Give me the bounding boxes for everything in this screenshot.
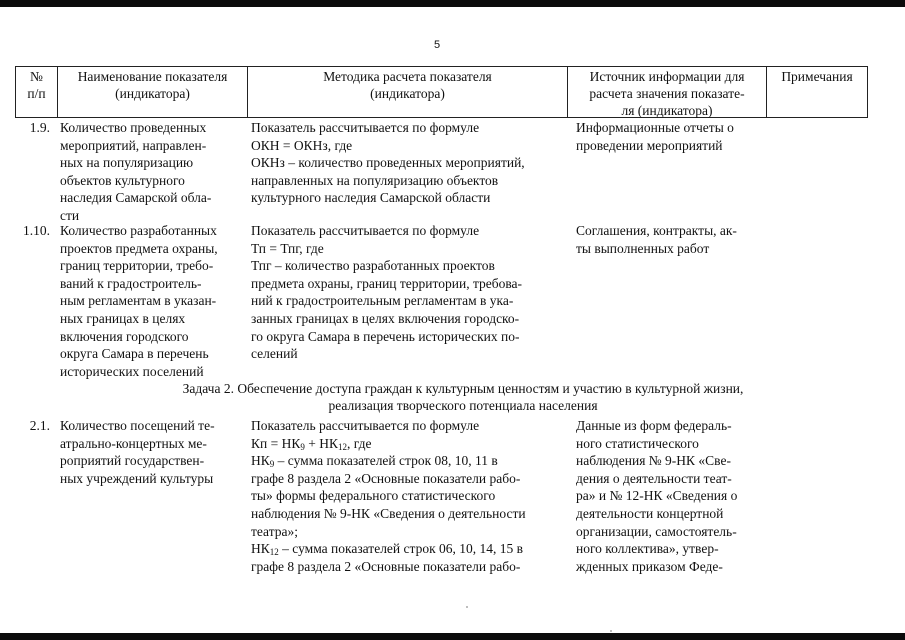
- definition-line: $НК_{12}$ – сумма показателей строк 06, 10, 14, 15 в: [251, 541, 524, 558]
- row-indicator-name: Количество разработанных проектов предмета охраны, границ территории, требо- ваний к градостроитель- ным регламентам в указан- ных границах в целях включения городского округа Самара в перечень исторических поселений: [60, 223, 218, 379]
- bottom-border-bar: [0, 633, 905, 640]
- row-information-source: Соглашения, контракты, ак- ты выполненных работ: [576, 223, 737, 256]
- row-indicator-name: Количество проведенных мероприятий, направлен- ных на популяризацию объектов культурного наследия Самарской обла- сти: [60, 120, 212, 223]
- row-number: 1.10.: [23, 223, 50, 238]
- row-information-source: Информационные отчеты о проведении мероприятий: [576, 120, 734, 153]
- header-notes-column: [766, 66, 868, 118]
- row-information-source: Данные из форм федераль- ного статистического наблюдения № 9-НК «Све- дения о деятельности теат- ра» и № 12-НК «Сведения о деятельности концертной организации, самостоятель- ного коллектива», утвер- жденных приказом Феде-: [576, 418, 738, 574]
- header-line: (индикатора): [115, 86, 190, 101]
- header-name-column: [57, 66, 248, 118]
- row-indicator-name: Количество посещений те- атрально-концертных ме- роприятий государствен- ных учреждений культуры: [60, 418, 215, 486]
- scan-speck: [466, 606, 468, 608]
- header-line: Примечания: [781, 69, 853, 84]
- row-calculation-method: Показатель рассчитывается по формуле ОКН = ОКНз, где ОКНз – количество проведенных мероприятий, направленных на популяризацию объектов культурного наследия Самарской области: [251, 120, 525, 206]
- header-line: Источник информации для: [589, 69, 745, 84]
- header-line: (индикатора): [370, 86, 445, 101]
- row-number: 2.1.: [29, 418, 50, 433]
- definition-line: $НК_9$ – сумма показателей строк 08, 10, 11 в: [251, 453, 498, 470]
- row-calculation-method: Показатель рассчитывается по формуле Кп = $НК_9 + НК_{12}$, где $НК_9$ – сумма показателей строк 08, 10, 11 в графе 8 раздела 2 «Основные показатели рабо- ты» формы федерального статистического наблюдения № 9-НК «Сведения о деятельности театра»; $НК_{12}$ – сумма показателей строк 06, 10, 14, 15 в графе 8 раздела 2 «Основные показатели рабо-: [251, 418, 526, 574]
- header-method-column: [247, 66, 568, 118]
- header-number-column: [15, 66, 58, 118]
- header-line: Наименование показателя: [77, 69, 228, 84]
- header-line: Методика расчета показателя: [323, 69, 492, 84]
- header-line: №: [30, 69, 43, 84]
- row-number: 1.9.: [29, 120, 50, 135]
- header-line: расчета значения показате-: [589, 86, 745, 101]
- scan-speck: [610, 630, 612, 632]
- row-calculation-method: Показатель рассчитывается по формуле Тп = Тпг, где Тпг – количество разработанных проектов предмета охраны, границ территории, требова- ний к градостроительным регламентам в ука- занных границах в целях включения городско- го округа Самара в перечень исторических по- селений: [251, 223, 523, 362]
- formula-line: Кп = $НК_9 + НК_{12}$, где: [251, 435, 372, 452]
- top-border-bar: [0, 0, 905, 7]
- header-source-column: [567, 66, 767, 118]
- header-line: ля (индикатора): [621, 103, 713, 118]
- header-line: п/п: [27, 86, 46, 101]
- page-number: 5: [434, 39, 441, 51]
- task-2-heading: Задача 2. Обеспечение доступа граждан к культурным ценностям и участию в культурной жизни, реализация творческого потенциала населения: [182, 381, 744, 413]
